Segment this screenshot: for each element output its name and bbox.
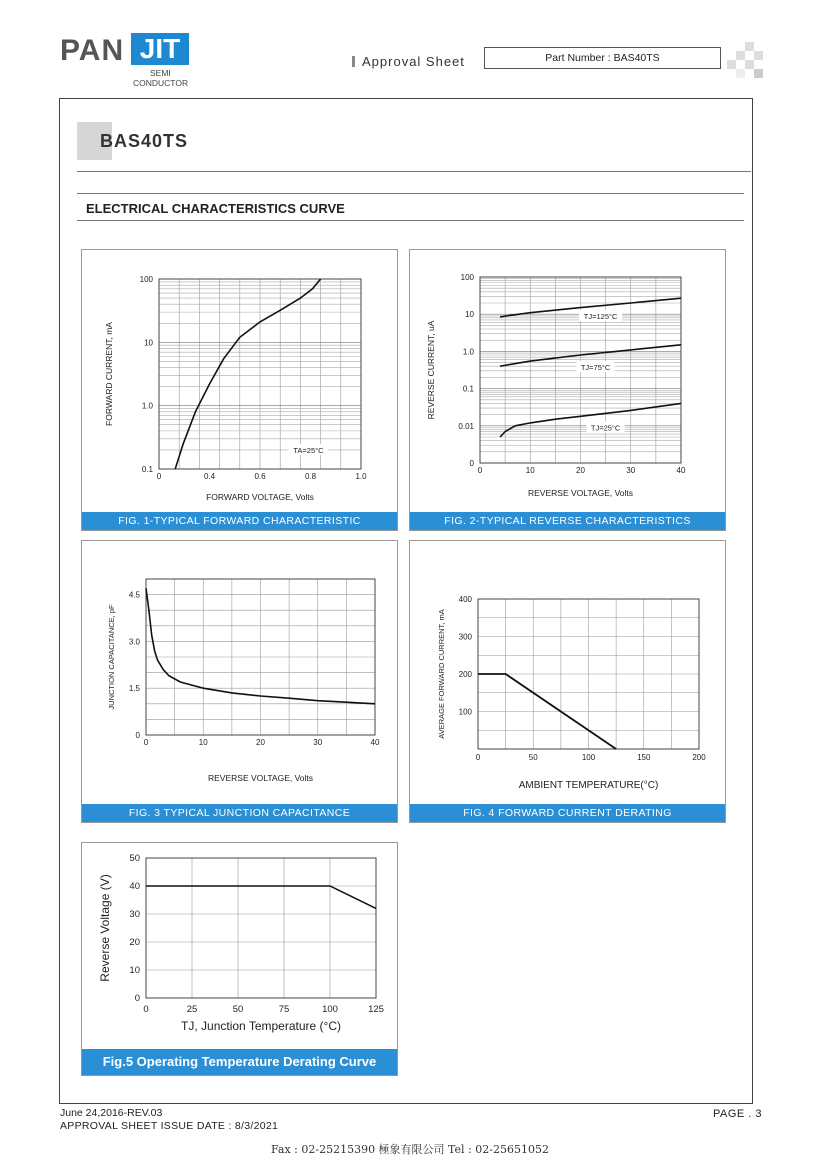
page-title: BAS40TS: [100, 131, 189, 151]
divider: [77, 220, 744, 221]
y-tick-label: 0: [135, 731, 140, 740]
x-tick-label: 0: [477, 466, 483, 475]
y-tick-label: 0: [134, 993, 140, 1004]
y-tick-label: 30: [129, 909, 140, 920]
series-label: TJ=75°C: [580, 363, 611, 373]
x-tick-label: 30: [626, 466, 636, 475]
y-axis-label: AVERAGE FORWARD CURRENT, mA: [437, 609, 446, 739]
y-tick-label: 10: [465, 310, 474, 320]
y-tick-label: 100: [139, 275, 153, 284]
x-tick-label: 10: [525, 466, 535, 475]
divider: [77, 171, 751, 172]
y-tick-label: 50: [129, 853, 140, 864]
chart-temperature-derating: [82, 843, 397, 1049]
y-tick-label: 0.01: [458, 421, 474, 431]
x-tick-label: 125: [368, 1004, 384, 1015]
x-axis-label: REVERSE VOLTAGE, Volts: [527, 488, 634, 498]
x-tick-label: 20: [256, 738, 265, 747]
x-tick-label: 0.6: [254, 472, 266, 481]
chart-panel-5: [81, 842, 398, 1076]
chart-forward-characteristic: [82, 250, 397, 512]
y-tick-label: 10: [129, 965, 140, 976]
chart-annotation: TA=25°C: [293, 445, 324, 455]
x-tick-label: 0: [143, 1004, 149, 1015]
y-tick-label: 4.5: [128, 590, 140, 600]
chart-caption: FIG. 1-TYPICAL FORWARD CHARACTERISTIC: [82, 512, 397, 530]
x-tick-label: 20: [576, 466, 585, 475]
x-tick-label: 50: [528, 753, 538, 762]
logo-semi: SEMI: [150, 68, 171, 78]
chart-caption: Fig.5 Operating Temperature Derating Curve: [82, 1049, 397, 1075]
chart-caption: FIG. 2-TYPICAL REVERSE CHARACTERISTICS: [410, 512, 725, 530]
x-tick-label: 1.0: [355, 472, 367, 481]
chart-panel-4: [409, 540, 726, 823]
footer-contact: Fax : 02-25215390 極象有限公司 Tel : 02-25651052: [271, 1143, 549, 1156]
y-tick-label: 0.1: [462, 384, 474, 394]
y-tick-label: 200: [458, 670, 472, 679]
x-axis-label: FORWARD VOLTAGE, Volts: [206, 492, 314, 502]
y-tick-label: 40: [129, 881, 140, 892]
x-axis-label: TJ, Junction Temperature (°C): [181, 1019, 341, 1033]
chart-panel-2: [409, 249, 726, 531]
x-axis-label: AMBIENT TEMPERATURE(°C): [518, 780, 659, 791]
x-tick-label: 40: [370, 738, 380, 747]
logo-jit: JIT: [131, 33, 189, 65]
x-tick-label: 25: [186, 1004, 198, 1015]
plot-frame: [146, 858, 376, 998]
chart-forward-current-derating: [410, 541, 725, 804]
logo-conductor: CONDUCTOR: [133, 78, 189, 88]
y-axis-label: FORWARD CURRENT, mA: [104, 322, 114, 426]
y-tick-label: 0.1: [141, 465, 153, 474]
logo-pan: PAN: [60, 34, 125, 67]
y-axis-label: JUNCTION CAPACITANCE, pF: [107, 604, 116, 710]
x-tick-label: 30: [313, 738, 323, 747]
y-tick-label: 1.0: [462, 347, 474, 357]
y-tick-label: 100: [458, 707, 472, 717]
footer-page-number: PAGE . 3: [713, 1108, 763, 1120]
x-tick-label: 0: [475, 753, 481, 762]
x-tick-label: 200: [692, 753, 706, 762]
y-tick-label: 20: [129, 937, 140, 948]
x-tick-label: 100: [322, 1004, 338, 1015]
chart-junction-capacitance: [82, 541, 397, 804]
y-axis-label: Reverse Voltage (V): [98, 874, 112, 982]
divider: [77, 193, 744, 194]
series-label: TJ=25°C: [590, 423, 621, 433]
y-axis-label: REVERSE CURRENT, uA: [426, 320, 436, 420]
approval-sheet-label: Approval Sheet: [362, 54, 465, 69]
section-title: ELECTRICAL CHARACTERISTICS CURVE: [86, 201, 345, 216]
series-line: [175, 279, 320, 469]
y-tick-label: 3.0: [128, 637, 140, 647]
chart-caption: FIG. 3 TYPICAL JUNCTION CAPACITANCE: [82, 804, 397, 822]
footer-date: June 24,2016-REV.03: [60, 1107, 163, 1119]
y-tick-label: 400: [458, 595, 472, 604]
y-tick-label: 0: [469, 459, 474, 468]
x-tick-label: 50: [232, 1004, 244, 1015]
x-tick-label: 0.8: [304, 472, 317, 481]
x-axis-label: REVERSE VOLTAGE, Volts: [207, 773, 314, 783]
y-tick-label: 1.5: [128, 684, 140, 694]
y-tick-label: 10: [144, 338, 153, 348]
x-tick-label: 10: [198, 738, 208, 747]
y-tick-label: 300: [458, 632, 472, 642]
chart-panel-3: [81, 540, 398, 823]
x-tick-label: 75: [278, 1004, 290, 1015]
chart-caption: FIG. 4 FORWARD CURRENT DERATING: [410, 804, 725, 822]
series-label: TJ=125°C: [583, 311, 618, 321]
part-number-box: Part Number : BAS40TS: [484, 47, 721, 69]
approval-bar: [352, 56, 355, 67]
y-tick-label: 100: [460, 273, 474, 282]
x-tick-label: 0.4: [203, 472, 216, 481]
x-tick-label: 40: [676, 466, 686, 475]
chart-panel-1: [81, 249, 398, 531]
x-tick-label: 150: [637, 753, 651, 762]
chart-reverse-characteristics: [410, 250, 725, 512]
footer-issue-date: APPROVAL SHEET ISSUE DATE : 8/3/2021: [60, 1120, 279, 1132]
x-tick-label: 100: [581, 753, 596, 762]
x-tick-label: 0: [143, 738, 149, 747]
x-tick-label: 0: [156, 472, 162, 481]
y-tick-label: 1.0: [141, 401, 153, 411]
series-line: [146, 886, 376, 908]
